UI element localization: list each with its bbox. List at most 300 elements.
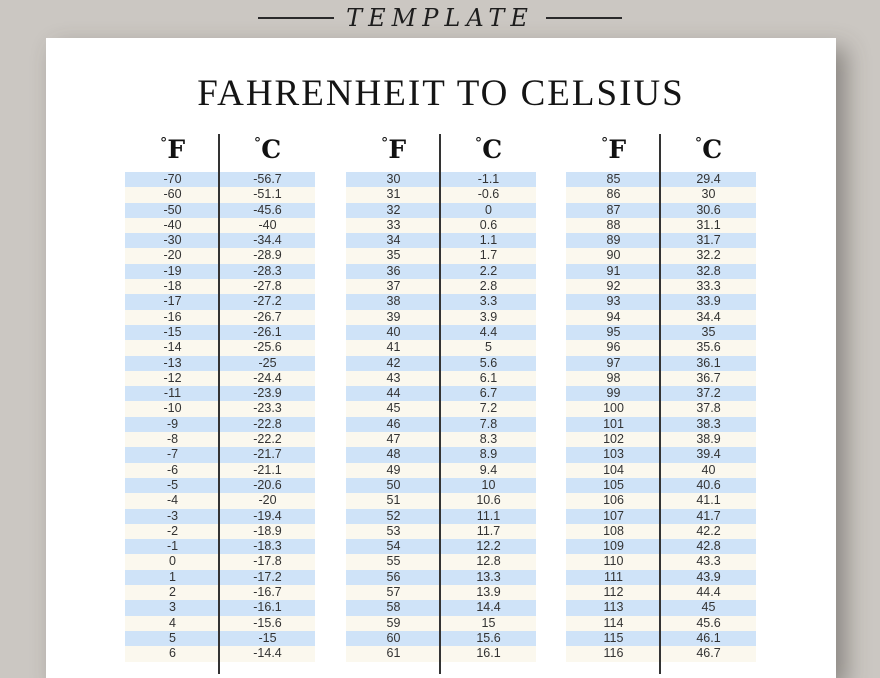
celsius-value: 37.8 <box>696 401 721 416</box>
fahrenheit-value: 55 <box>386 554 401 569</box>
celsius-value: 38.9 <box>696 432 721 447</box>
table-row <box>125 187 315 202</box>
fahrenheit-value: -14 <box>163 340 182 355</box>
fahrenheit-value: 1 <box>169 569 176 584</box>
fahrenheit-value: 89 <box>606 233 621 248</box>
table-row <box>346 386 536 401</box>
fahrenheit-value: 101 <box>603 416 624 431</box>
fahrenheit-value: -10 <box>163 401 182 416</box>
banner-line-left <box>258 17 334 19</box>
page-title: FAHRENHEIT TO CELSIUS <box>197 73 685 114</box>
celsius-value: 32.2 <box>696 248 721 263</box>
table-row <box>346 371 536 386</box>
fahrenheit-value: -6 <box>166 462 179 477</box>
table-row <box>125 386 315 401</box>
degree-symbol: ° <box>474 134 483 152</box>
table-row <box>346 585 536 600</box>
table-row <box>125 356 315 371</box>
celsius-value: 15 <box>481 615 496 630</box>
fahrenheit-value: 37 <box>386 279 401 294</box>
table-row <box>125 631 315 646</box>
table-row <box>125 218 315 233</box>
celsius-value: -25 <box>258 355 277 370</box>
table-row <box>566 233 756 248</box>
table-row <box>566 509 756 524</box>
table-header <box>566 134 756 172</box>
table-row <box>346 646 536 661</box>
celsius-value: -27.8 <box>253 279 282 294</box>
table-row <box>125 310 315 325</box>
celsius-value: 2.8 <box>479 279 498 294</box>
table-row <box>125 447 315 462</box>
celsius-value: 12.8 <box>476 554 501 569</box>
fahrenheit-value: 31 <box>386 187 401 202</box>
fahrenheit-value: -5 <box>166 477 179 492</box>
fahrenheit-value: -19 <box>163 263 182 278</box>
celsius-value: 35.6 <box>696 340 721 355</box>
fahrenheit-value: 2 <box>169 585 176 600</box>
celsius-value: 14.4 <box>476 600 501 615</box>
table-row <box>125 585 315 600</box>
table-row <box>125 264 315 279</box>
table-row <box>346 248 536 263</box>
table-row <box>566 539 756 554</box>
table-row <box>566 616 756 631</box>
table-row <box>125 432 315 447</box>
degree-symbol: ° <box>380 134 389 152</box>
celsius-value: 40.6 <box>696 477 721 492</box>
celsius-value: 6.1 <box>479 370 498 385</box>
fahrenheit-value: -30 <box>163 233 182 248</box>
celsius-value: 33.9 <box>696 294 721 309</box>
fahrenheit-value: 99 <box>606 386 621 401</box>
celsius-value: 1.1 <box>479 233 498 248</box>
celsius-value: 46.7 <box>696 646 721 661</box>
table-row <box>566 401 756 416</box>
fahrenheit-value: 50 <box>386 477 401 492</box>
celsius-value: 29.4 <box>696 172 721 186</box>
fahrenheit-value: -4 <box>166 493 179 508</box>
fahrenheit-value: 111 <box>603 569 623 584</box>
celsius-value: 12.2 <box>476 539 501 554</box>
celsius-value: 34.4 <box>696 309 721 324</box>
fahrenheit-value: -7 <box>166 447 179 462</box>
celsius-value: 3.3 <box>479 294 498 309</box>
table-row <box>125 463 315 478</box>
celsius-value: -15 <box>258 630 277 645</box>
celsius-value: 13.9 <box>476 585 501 600</box>
celsius-value: 43.9 <box>696 569 721 584</box>
fahrenheit-value: 91 <box>606 263 621 278</box>
degree-symbol: ° <box>159 134 168 152</box>
table-row <box>566 264 756 279</box>
table-row <box>346 417 536 432</box>
table-row <box>346 294 536 309</box>
celsius-value: 2.2 <box>479 263 498 278</box>
fahrenheit-value: -15 <box>163 324 182 339</box>
celsius-value: -45.6 <box>253 202 282 217</box>
conversion-table-2 <box>346 134 536 662</box>
celsius-value: -0.6 <box>477 187 500 202</box>
table-row <box>566 463 756 478</box>
fahrenheit-value: 60 <box>386 630 401 645</box>
celsius-header <box>661 134 756 172</box>
fahrenheit-value: 59 <box>386 615 401 630</box>
table-row <box>566 340 756 355</box>
table-row <box>346 172 536 187</box>
fahrenheit-value: 51 <box>386 493 401 508</box>
table-row <box>125 401 315 416</box>
fahrenheit-value: 48 <box>386 447 401 462</box>
fahrenheit-value: 116 <box>603 646 624 661</box>
fahrenheit-value: 54 <box>386 539 401 554</box>
column-divider <box>218 134 220 674</box>
celsius-value: 8.3 <box>479 432 498 447</box>
celsius-value: 35 <box>701 324 716 339</box>
celsius-value: 10.6 <box>476 493 501 508</box>
template-banner <box>0 4 880 32</box>
fahrenheit-value: -3 <box>166 508 179 523</box>
table-row <box>346 264 536 279</box>
fahrenheit-value: 95 <box>606 324 621 339</box>
table-row <box>566 493 756 508</box>
table-row <box>566 187 756 202</box>
celsius-value: -51.1 <box>253 187 282 202</box>
table-row <box>566 631 756 646</box>
celsius-value: -22.2 <box>253 432 282 447</box>
celsius-value: -27.2 <box>253 294 282 309</box>
fahrenheit-value: 92 <box>606 279 621 294</box>
celsius-value: 37.2 <box>696 386 721 401</box>
celsius-value: 43.3 <box>696 554 721 569</box>
table-row <box>566 585 756 600</box>
table-row <box>346 432 536 447</box>
fahrenheit-value: 41 <box>386 340 401 355</box>
celsius-value: -26.7 <box>253 309 282 324</box>
celsius-value: -40 <box>258 217 277 232</box>
celsius-value: 32.8 <box>696 263 721 278</box>
fahrenheit-value: 58 <box>386 600 401 615</box>
celsius-value: 31.7 <box>696 233 721 248</box>
fahrenheit-value: 57 <box>386 585 401 600</box>
fahrenheit-value: 43 <box>386 370 401 385</box>
fahrenheit-value: -50 <box>163 202 182 217</box>
celsius-value: 11.1 <box>476 508 501 523</box>
celsius-value: 31.1 <box>696 217 721 232</box>
table-row <box>125 233 315 248</box>
celsius-value: -28.9 <box>253 248 282 263</box>
table-row <box>346 279 536 294</box>
table-row <box>346 570 536 585</box>
fahrenheit-value: 45 <box>386 401 401 416</box>
table-row <box>566 356 756 371</box>
table-row <box>566 386 756 401</box>
fahrenheit-value: -9 <box>166 416 179 431</box>
table-row <box>125 570 315 585</box>
celsius-value: -34.4 <box>253 233 282 248</box>
table-row <box>346 539 536 554</box>
table-body <box>125 172 315 662</box>
fahrenheit-value: 105 <box>603 477 624 492</box>
table-row <box>566 203 756 218</box>
table-row <box>566 447 756 462</box>
fahrenheit-value: 112 <box>603 585 624 600</box>
table-row <box>125 325 315 340</box>
table-row <box>566 600 756 615</box>
fahrenheit-value: 87 <box>606 202 621 217</box>
fahrenheit-value: 107 <box>603 508 624 523</box>
table-row <box>566 554 756 569</box>
fahrenheit-label: F <box>388 135 407 164</box>
table-row <box>566 294 756 309</box>
table-row <box>346 340 536 355</box>
celsius-value: 16.1 <box>476 646 501 661</box>
fahrenheit-value: 109 <box>603 539 624 554</box>
table-row <box>346 463 536 478</box>
fahrenheit-value: 33 <box>386 217 401 232</box>
fahrenheit-value: 115 <box>603 630 624 645</box>
table-row <box>125 417 315 432</box>
fahrenheit-value: 104 <box>603 462 624 477</box>
table-row <box>125 539 315 554</box>
table-row <box>566 371 756 386</box>
fahrenheit-value: 86 <box>606 187 621 202</box>
banner-line-right <box>546 17 622 19</box>
celsius-value: -20.6 <box>253 477 282 492</box>
fahrenheit-value: -2 <box>166 523 179 538</box>
celsius-value: -17.2 <box>253 569 282 584</box>
table-row <box>346 447 536 462</box>
fahrenheit-label: F <box>167 135 186 164</box>
celsius-value: 44.4 <box>696 585 721 600</box>
celsius-value: -21.7 <box>253 447 282 462</box>
celsius-value: -18.3 <box>253 539 282 554</box>
degree-symbol: ° <box>253 134 262 152</box>
celsius-value: 10 <box>481 477 496 492</box>
celsius-value: 42.2 <box>696 523 721 538</box>
fahrenheit-value: 34 <box>386 233 401 248</box>
table-row <box>566 310 756 325</box>
table-header <box>125 134 315 172</box>
table-row <box>125 340 315 355</box>
fahrenheit-value: 6 <box>169 646 176 661</box>
fahrenheit-value: 56 <box>386 569 401 584</box>
table-row <box>346 325 536 340</box>
table-row <box>125 509 315 524</box>
fahrenheit-value: 46 <box>386 416 401 431</box>
fahrenheit-value: 114 <box>603 615 624 630</box>
celsius-label: C <box>482 135 503 164</box>
table-row <box>566 248 756 263</box>
fahrenheit-value: 102 <box>603 432 624 447</box>
celsius-value: -25.6 <box>253 340 282 355</box>
celsius-value: 38.3 <box>696 416 721 431</box>
table-header <box>346 134 536 172</box>
fahrenheit-value: 42 <box>386 355 401 370</box>
fahrenheit-header <box>125 134 220 172</box>
celsius-value: 36.7 <box>696 370 721 385</box>
table-row <box>346 478 536 493</box>
table-row <box>346 600 536 615</box>
fahrenheit-value: 32 <box>386 202 401 217</box>
table-row <box>566 432 756 447</box>
table-row <box>125 493 315 508</box>
fahrenheit-value: 61 <box>386 646 401 661</box>
celsius-value: -23.9 <box>253 386 282 401</box>
fahrenheit-value: 108 <box>603 523 624 538</box>
fahrenheit-value: -16 <box>163 309 182 324</box>
table-row <box>346 203 536 218</box>
table-row <box>566 172 756 187</box>
fahrenheit-value: 113 <box>603 600 624 615</box>
celsius-value: 41.1 <box>696 493 721 508</box>
table-row <box>346 401 536 416</box>
celsius-header <box>220 134 315 172</box>
celsius-label: C <box>261 135 282 164</box>
fahrenheit-value: 47 <box>386 432 401 447</box>
fahrenheit-value: -20 <box>163 248 182 263</box>
fahrenheit-value: 90 <box>606 248 621 263</box>
table-row <box>125 554 315 569</box>
fahrenheit-value: -12 <box>163 370 182 385</box>
celsius-header <box>441 134 536 172</box>
table-row <box>346 356 536 371</box>
fahrenheit-value: -17 <box>163 294 182 309</box>
fahrenheit-value: -18 <box>163 279 182 294</box>
celsius-value: 8.9 <box>479 447 498 462</box>
fahrenheit-value: 38 <box>386 294 401 309</box>
celsius-value: -20 <box>258 493 277 508</box>
celsius-value: 39.4 <box>696 447 721 462</box>
table-row <box>125 294 315 309</box>
fahrenheit-value: 106 <box>603 493 624 508</box>
celsius-value: 36.1 <box>696 355 721 370</box>
celsius-value: -19.4 <box>253 508 282 523</box>
celsius-value: 0.6 <box>479 217 498 232</box>
fahrenheit-value: 93 <box>606 294 621 309</box>
celsius-value: 42.8 <box>696 539 721 554</box>
column-divider <box>659 134 661 674</box>
table-row <box>346 554 536 569</box>
fahrenheit-header <box>566 134 661 172</box>
celsius-value: -1.1 <box>477 172 500 186</box>
table-row <box>125 646 315 661</box>
celsius-value: 7.8 <box>479 416 498 431</box>
fahrenheit-value: 88 <box>606 217 621 232</box>
celsius-value: 15.6 <box>476 630 501 645</box>
table-row <box>566 417 756 432</box>
celsius-value: 4.4 <box>479 324 498 339</box>
celsius-value: 33.3 <box>696 279 721 294</box>
table-row <box>125 478 315 493</box>
fahrenheit-value: 44 <box>386 386 401 401</box>
column-divider <box>439 134 441 674</box>
celsius-value: 5.6 <box>479 355 498 370</box>
table-row <box>566 325 756 340</box>
fahrenheit-value: 3 <box>169 600 176 615</box>
fahrenheit-value: 110 <box>603 554 624 569</box>
table-row <box>125 279 315 294</box>
fahrenheit-value: 0 <box>169 554 176 569</box>
table-row <box>346 524 536 539</box>
celsius-value: -16.7 <box>253 585 282 600</box>
fahrenheit-value: -60 <box>163 187 182 202</box>
degree-symbol: ° <box>694 134 703 152</box>
celsius-value: 41.7 <box>696 508 721 523</box>
celsius-value: 30 <box>701 187 716 202</box>
table-row <box>125 172 315 187</box>
table-row <box>346 218 536 233</box>
table-row <box>566 478 756 493</box>
celsius-value: 30.6 <box>696 202 721 217</box>
celsius-value: 40 <box>701 462 716 477</box>
celsius-label: C <box>702 135 723 164</box>
celsius-value: -56.7 <box>253 172 282 186</box>
fahrenheit-value: 36 <box>386 263 401 278</box>
table-row <box>125 371 315 386</box>
celsius-value: 9.4 <box>479 462 498 477</box>
table-row <box>125 203 315 218</box>
fahrenheit-value: 103 <box>603 447 624 462</box>
fahrenheit-value: 30 <box>386 172 401 186</box>
celsius-value: -15.6 <box>253 615 282 630</box>
table-row <box>346 509 536 524</box>
fahrenheit-value: 39 <box>386 309 401 324</box>
fahrenheit-value: -70 <box>163 172 182 186</box>
table-row <box>125 616 315 631</box>
celsius-value: 1.7 <box>479 248 498 263</box>
fahrenheit-value: -8 <box>166 432 179 447</box>
celsius-value: -17.8 <box>253 554 282 569</box>
conversion-table-1 <box>125 134 315 662</box>
table-row <box>125 600 315 615</box>
table-row <box>346 187 536 202</box>
table-row <box>125 248 315 263</box>
fahrenheit-value: 52 <box>386 508 401 523</box>
fahrenheit-value: 4 <box>169 615 176 630</box>
table-row <box>566 279 756 294</box>
fahrenheit-value: 98 <box>606 370 621 385</box>
celsius-value: 45.6 <box>696 615 721 630</box>
celsius-value: -22.8 <box>253 416 282 431</box>
celsius-value: -28.3 <box>253 263 282 278</box>
celsius-value: -14.4 <box>253 646 282 661</box>
degree-symbol: ° <box>600 134 609 152</box>
celsius-value: 7.2 <box>479 401 498 416</box>
fahrenheit-value: 97 <box>606 355 621 370</box>
table-row <box>346 616 536 631</box>
table-row <box>346 493 536 508</box>
celsius-value: 5 <box>485 340 492 355</box>
table-row <box>125 524 315 539</box>
table-row <box>346 631 536 646</box>
fahrenheit-value: 96 <box>606 340 621 355</box>
celsius-value: -18.9 <box>253 523 282 538</box>
celsius-value: 45 <box>701 600 716 615</box>
fahrenheit-value: 40 <box>386 324 401 339</box>
table-body <box>566 172 756 662</box>
celsius-value: -21.1 <box>253 462 282 477</box>
fahrenheit-value: 85 <box>606 172 621 186</box>
celsius-value: -23.3 <box>253 401 282 416</box>
fahrenheit-value: 5 <box>169 630 176 645</box>
fahrenheit-value: 53 <box>386 523 401 538</box>
fahrenheit-value: -13 <box>163 355 182 370</box>
celsius-value: 11.7 <box>476 523 501 538</box>
celsius-value: 13.3 <box>476 569 501 584</box>
table-body <box>346 172 536 662</box>
fahrenheit-value: 94 <box>606 309 621 324</box>
